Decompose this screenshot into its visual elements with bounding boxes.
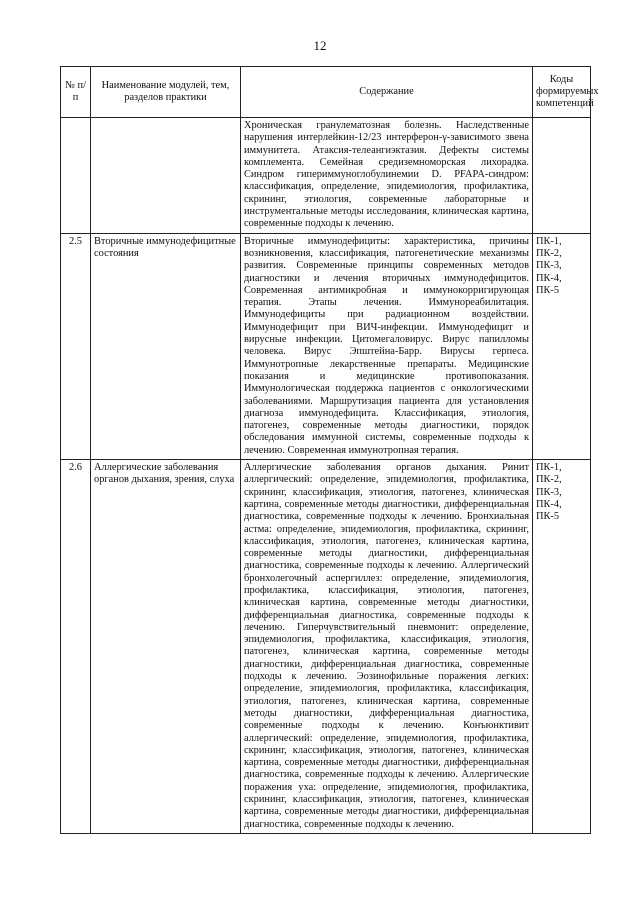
table-row (61, 233, 591, 459)
header-number: № п/п (61, 67, 91, 118)
table-header-row (61, 67, 591, 118)
table-row (61, 118, 591, 234)
row-number: 2.5 (61, 233, 91, 459)
header-content: Содержание (241, 67, 533, 118)
row-competency-codes (533, 118, 591, 234)
header-module-name: Наименование модулей, тем, разделов практики (91, 67, 241, 118)
row-competency-codes: ПК-1, ПК-2, ПК-3, ПК-4, ПК-5 (533, 460, 591, 834)
row-number (61, 118, 91, 234)
page-number: 12 (313, 38, 327, 53)
row-content: Хроническая гранулематозная болезнь. Наследственные нарушения интерлейкин-12/23 интерферон-γ-зависимого звена иммунитета. Атаксия-телеангиэктазия. Дефекты системы комплемента. Семейная средиземноморская лихорадка. Синдром гипериммуноглобулинемии D. PFAPA-синдром: классификация, определение, эпидемиология, профилактика, скрининг, этиология, современные лабораторные и инструментальные методы исследования, клиническая картина, современные подходы к лечению. (241, 118, 533, 234)
table-row (61, 460, 591, 834)
header-competency-codes: Коды формируемых компетенций (533, 67, 591, 118)
row-module-name: Аллергические заболевания органов дыхания, зрения, слуха (91, 460, 241, 834)
row-content: Аллергические заболевания органов дыхания. Ринит аллергический: определение, эпидемиология, профилактика, скрининг, классификация, этиология, патогенез, клиническая картина, современные методы диагностики, дифференциальная диагностика, современные подходы к лечению. Бронхиальная астма: определение, эпидемиология, профилактика, скрининг, классификация, этиология, патогенез, клиническая картина, современные методы диагностики, дифференциальная диагностика, современные подходы к лечению. Аллергический бронхолегочный аспергиллез: определение, эпидемиология, профилактика, классификация, этиология, патогенез, клиническая картина, современные методы диагностики, дифференциальная диагностика, современные подходы к лечению. Гиперчувствительный пневмонит: определение, эпидемиология, профилактика, классификация, этиология, патогенез, клиническая картина, современные методы диагностики, дифференциальная диагностика, современные подходы к лечению. Эозинофильные поражения легких: определение, эпидемиология, профилактика, классификация, этиология, патогенез, клиническая картина, современные методы диагностики, дифференциальная диагностика, современные подходы к лечению. Конъюнктивит аллергический: определение, эпидемиология, профилактика, скрининг, классификация, этиология, патогенез, клиническая картина, современные методы диагностики, дифференциальная диагностика, современные подходы к лечению. Аллергические поражения уха: определение, эпидемиология, профилактика, скрининг, классификация, этиология, патогенез, клиническая картина, современные методы диагностики, дифференциальная диагностика, современные подходы к лечению. (241, 460, 533, 834)
row-module-name (91, 118, 241, 234)
row-content: Вторичные иммунодефициты: характеристика, причины возникновения, классификация, патогенетические механизмы развития. Современные принципы современных методов диагностики и лечения вторичных иммунодефицитов. Современная антимикробная и иммунокорригирующая терапия. Этапы лечения. Иммунореабилитация. Иммунодефициты при радиационном воздействии. Иммунодефицит при ВИЧ-инфекции. Иммунодефицит и вирусные инфекции. Цитомегаловирус. Вирус папилломы человека. Вирус Эпштейна-Барр. Вирусы герпеса. Иммунотропные лекарственные препараты. Медицинские показания и медицинские противопоказания. Иммунологическая поддержка пациентов с онкологическими заболеваниями. Маршрутизация пациента для установления диагноза иммунодефицита. Классификация, этиология, патогенез, современные методы диагностики, порядок обследования иммунной системы, современные подходы к лечению. Современная иммунотропная терапия. (241, 233, 533, 459)
row-competency-codes: ПК-1, ПК-2, ПК-3, ПК-4, ПК-5 (533, 233, 591, 459)
curriculum-table (60, 66, 599, 834)
row-number: 2.6 (61, 460, 91, 834)
row-module-name: Вторичные иммунодефицитные состояния (91, 233, 241, 459)
